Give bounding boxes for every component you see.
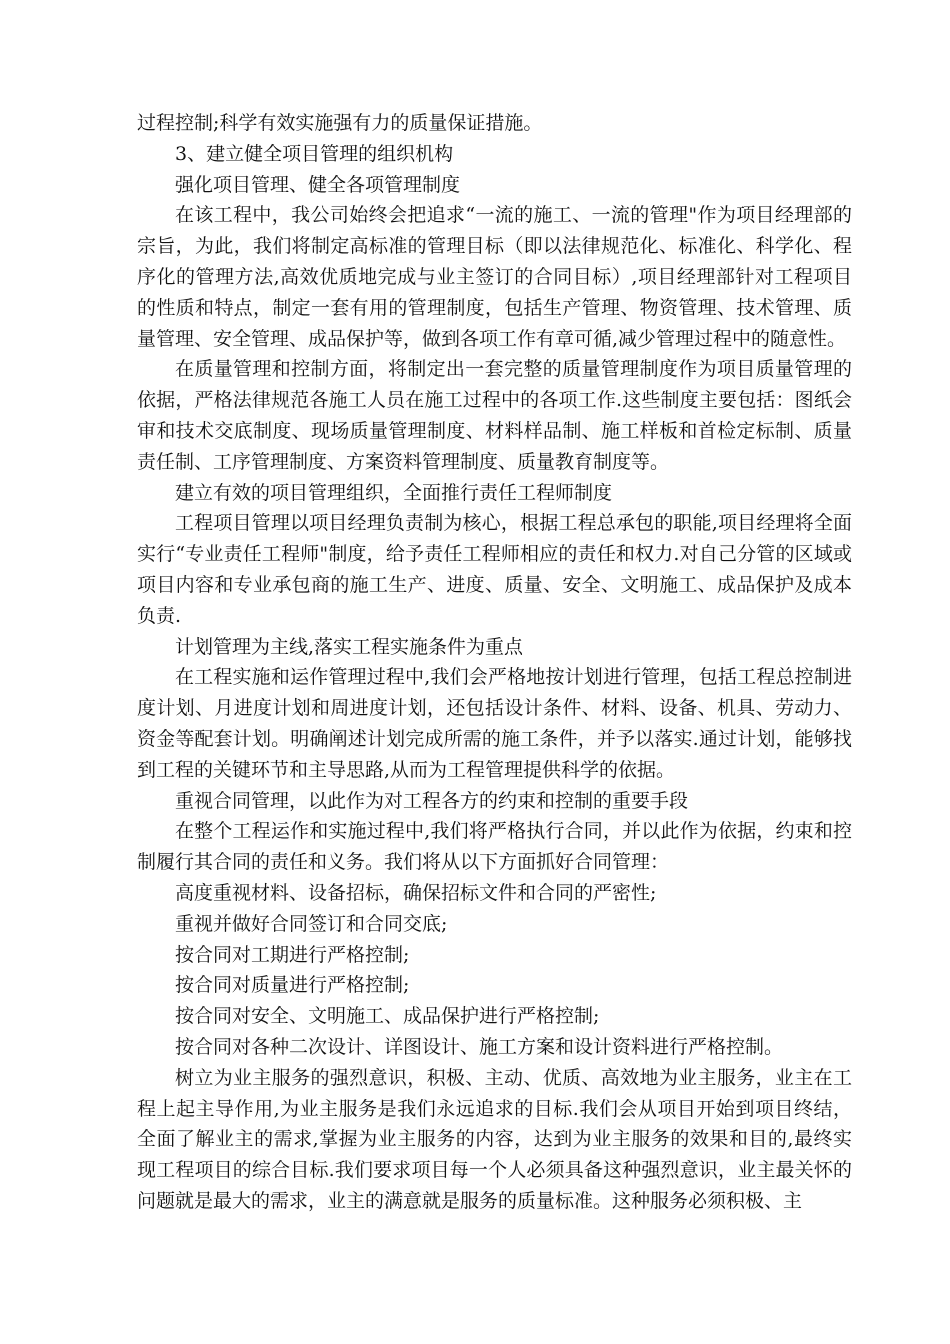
subheading: 重视合同管理，以此作为对工程各方的约束和控制的重要手段 xyxy=(175,789,689,812)
document-body xyxy=(137,108,852,1217)
paragraph: 在该工程中，我公司始终会把追求“一流的施工、一流的管理"作为项目经理部的宗旨，为此，我们将制定高标准的管理目标（即以法律规范化、标准化、科学化、程序化的管理方法,高效优质地完成与业主签订的合同目标）,项目经理部针对工程项目的性质和特点，制定一套有用的管理制度，包括生产管理、物资管理、技术管理、质量管理、安全管理、成品保护等，做到各项工作有章可循,减少管理过程中的随意性。 xyxy=(137,204,852,350)
subheading: 建立有效的项目管理组织，全面推行责任工程师制度 xyxy=(175,481,613,504)
paragraph: 在工程实施和运作管理过程中,我们会严格地按计划进行管理，包括工程总控制进度计划、月进度计划和周进度计划，还包括设计条件、材料、设备、机具、劳动力、资金等配套计划。明确阐述计划完成所需的施工条件，并予以落实.通过计划，能够找到工程的关键环节和主导思路,从而为工程管理提供科学的依据。 xyxy=(137,666,852,781)
paragraph: 在质量管理和控制方面，将制定出一套完整的质量管理制度作为项目质量管理的依据，严格法律规范各施工人员在施工过程中的各项工作.这些制度主要包括：图纸会审和技术交底制度、现场质量管理制度、材料样品制、施工样板和首检定标制、质量责任制、工序管理制度、方案资料管理制度、质量教育制度等。 xyxy=(137,358,852,473)
paragraph: 树立为业主服务的强烈意识，积极、主动、优质、高效地为业主服务，业主在工程上起主导作用,为业主服务是我们永远追求的目标.我们会从项目开始到项目终结，全面了解业主的需求,掌握为业主服务的内容，达到为业主服务的效果和目的,最终实现工程项目的综合目标.我们要求项目每一个人必须具备这种强烈意识，业主最关怀的问题就是最大的需求，业主的满意就是服务的质量标准。这种服务必须积极、主 xyxy=(137,1066,852,1212)
subheading: 计划管理为主线,落实工程实施条件为重点 xyxy=(175,635,524,658)
list-item: 高度重视材料、设备招标，确保招标文件和合同的严密性; xyxy=(175,881,657,904)
list-item: 按合同对安全、文明施工、成品保护进行严格控制; xyxy=(175,1005,600,1028)
section-heading: 3、建立健全项目管理的组织机构 xyxy=(175,142,454,165)
paragraph: 工程项目管理以项目经理负责制为核心，根据工程总承包的职能,项目经理将全面实行“专业责任工程师"制度，给予责任工程师相应的责任和权力.对自己分管的区域或项目内容和专业承包商的施工生产、进度、质量、安全、文明施工、成品保护及成本负责. xyxy=(137,512,852,627)
list-item: 按合同对质量进行严格控制; xyxy=(175,974,410,997)
list-item: 按合同对工期进行严格控制; xyxy=(175,943,410,966)
paragraph: 过程控制;科学有效实施强有力的质量保证措施。 xyxy=(137,112,543,134)
subheading: 强化项目管理、健全各项管理制度 xyxy=(175,173,461,196)
paragraph: 在整个工程运作和实施过程中,我们将严格执行合同，并以此作为依据，约束和控制履行其合同的责任和义务。我们将从以下方面抓好合同管理： xyxy=(137,820,852,874)
list-item: 重视并做好合同签订和合同交底; xyxy=(175,912,448,935)
list-item: 按合同对各种二次设计、详图设计、施工方案和设计资料进行严格控制。 xyxy=(175,1035,784,1058)
